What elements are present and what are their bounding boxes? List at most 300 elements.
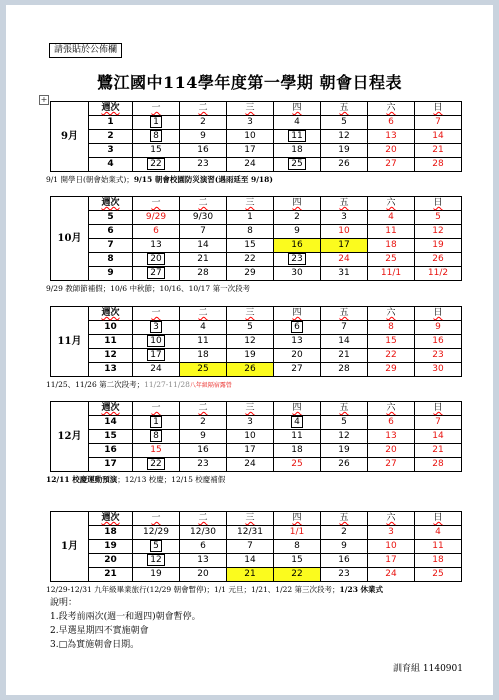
table-move-handle-icon[interactable]: + <box>40 95 48 104</box>
week-number: 19 <box>89 540 133 554</box>
date-number: 18 <box>385 240 397 250</box>
week-number: 2 <box>89 130 133 144</box>
date-cell <box>274 540 321 554</box>
week-row <box>51 116 462 130</box>
date-number: 19 <box>338 445 350 455</box>
month-label: 11月 <box>51 307 89 377</box>
note-segment: 9/15 朝會校園防災演習(遇雨延至 9/18) <box>133 175 273 184</box>
date-cell <box>415 335 462 349</box>
date-cell <box>415 458 462 472</box>
note-segment: 1/23 休業式 <box>339 585 384 594</box>
date-cell <box>133 253 180 267</box>
date-cell <box>321 239 368 253</box>
date-number: 11 <box>291 431 303 441</box>
month-label: 9月 <box>51 102 89 172</box>
date-number: 17 <box>385 555 397 565</box>
weekday-header: 五 <box>321 307 368 321</box>
date-number: 25 <box>197 364 209 374</box>
assembly-date: 17 <box>147 349 164 361</box>
date-cell <box>321 253 368 267</box>
weekday-header: 四 <box>274 512 321 526</box>
date-cell <box>227 416 274 430</box>
month-calendar-table <box>50 401 462 472</box>
date-number: 7 <box>341 322 347 332</box>
weekday-header: 五 <box>321 402 368 416</box>
date-cell <box>274 144 321 158</box>
date-number: 14 <box>432 431 444 441</box>
week-number: 5 <box>89 211 133 225</box>
date-number: 28 <box>338 364 350 374</box>
weekday-header: 五 <box>321 197 368 211</box>
assembly-date: 22 <box>147 158 164 170</box>
date-cell <box>274 225 321 239</box>
date-number: 13 <box>385 431 397 441</box>
assembly-date: 4 <box>291 416 303 428</box>
date-cell <box>274 253 321 267</box>
date-number: 6 <box>153 226 159 236</box>
date-number: 26 <box>244 364 256 374</box>
date-number: 26 <box>338 459 350 469</box>
date-number: 6 <box>388 417 394 427</box>
note-segment: 11/25、11/26 第二次段考； <box>46 380 145 389</box>
date-cell <box>274 335 321 349</box>
date-number: 2 <box>341 527 347 537</box>
weekday-header: 日 <box>415 402 462 416</box>
month-note <box>46 585 486 595</box>
date-number: 14 <box>197 240 209 250</box>
description-item: 1.段考前兩次(週一和週四)朝會暫停。 <box>50 612 201 622</box>
month-calendar-table <box>50 101 462 172</box>
date-cell <box>133 158 180 172</box>
week-number: 4 <box>89 158 133 172</box>
note-segment: 12/29-12/31 九年級畢業旅行(12/29 朝會暫停)；1/1 元旦；1/21、1/22 第三次段考； <box>46 585 340 594</box>
week-number: 8 <box>89 253 133 267</box>
date-cell <box>321 363 368 377</box>
month-calendar-table <box>50 306 462 377</box>
date-cell <box>133 540 180 554</box>
week-number: 3 <box>89 144 133 158</box>
week-header: 週次 <box>89 307 133 321</box>
week-row <box>51 540 462 554</box>
date-cell <box>368 458 415 472</box>
date-number: 12/31 <box>237 527 263 537</box>
date-cell <box>415 568 462 582</box>
assembly-date: 25 <box>288 158 305 170</box>
date-cell <box>180 526 227 540</box>
date-number: 25 <box>432 569 444 579</box>
date-cell <box>274 430 321 444</box>
week-row <box>51 144 462 158</box>
date-number: 1 <box>247 212 253 222</box>
weekday-header: 六 <box>368 402 415 416</box>
date-cell <box>133 349 180 363</box>
date-cell <box>415 430 462 444</box>
date-cell <box>227 116 274 130</box>
date-number: 23 <box>197 159 209 169</box>
week-row <box>51 239 462 253</box>
assembly-date: 22 <box>147 458 164 470</box>
week-row <box>51 444 462 458</box>
date-cell <box>415 363 462 377</box>
date-number: 4 <box>200 322 206 332</box>
date-number: 11/2 <box>427 268 449 278</box>
date-number: 30 <box>291 268 303 278</box>
date-number: 11 <box>385 226 397 236</box>
date-cell <box>321 321 368 335</box>
weekday-header: 二 <box>180 102 227 116</box>
date-cell <box>274 130 321 144</box>
date-number: 14 <box>244 555 256 565</box>
date-cell <box>227 444 274 458</box>
date-cell <box>274 526 321 540</box>
date-number: 24 <box>244 459 256 469</box>
date-cell <box>227 458 274 472</box>
note-segment: ；12/13 校慶；12/15 校慶補假 <box>117 475 226 484</box>
date-cell <box>274 444 321 458</box>
date-number: 15 <box>385 336 397 346</box>
date-number: 2 <box>200 117 206 127</box>
assembly-date: 8 <box>150 430 162 442</box>
assembly-date: 1 <box>150 116 162 128</box>
note-segment: 12/11 校慶運動預演 <box>46 475 118 484</box>
date-cell <box>227 158 274 172</box>
date-cell <box>321 144 368 158</box>
weekday-header: 三 <box>227 102 274 116</box>
date-number: 27 <box>385 459 397 469</box>
week-number: 15 <box>89 430 133 444</box>
date-cell <box>321 444 368 458</box>
week-row <box>51 225 462 239</box>
date-number: 2 <box>294 212 300 222</box>
week-row <box>51 363 462 377</box>
date-number: 9 <box>200 131 206 141</box>
assembly-date: 12 <box>147 554 164 566</box>
date-number: 5 <box>247 322 253 332</box>
weekday-header: 日 <box>415 307 462 321</box>
date-cell <box>415 554 462 568</box>
date-cell <box>227 526 274 540</box>
date-cell <box>180 554 227 568</box>
week-number: 17 <box>89 458 133 472</box>
month-note <box>46 475 486 485</box>
date-number: 12 <box>432 226 444 236</box>
month-calendar-table <box>50 196 462 281</box>
date-number: 16 <box>197 145 209 155</box>
date-number: 20 <box>291 350 303 360</box>
week-number: 13 <box>89 363 133 377</box>
date-cell <box>274 158 321 172</box>
date-cell <box>227 568 274 582</box>
date-cell <box>180 349 227 363</box>
weekday-header: 二 <box>180 512 227 526</box>
date-cell <box>227 211 274 225</box>
date-cell <box>133 130 180 144</box>
date-number: 6 <box>388 117 394 127</box>
date-number: 25 <box>385 254 397 264</box>
date-number: 9 <box>435 322 441 332</box>
date-cell <box>368 116 415 130</box>
date-number: 7 <box>247 541 253 551</box>
date-number: 3 <box>247 117 253 127</box>
date-cell <box>133 554 180 568</box>
date-cell <box>368 540 415 554</box>
weekday-header: 日 <box>415 197 462 211</box>
date-cell <box>180 430 227 444</box>
posting-notice-label: 請張貼於公佈欄 <box>49 43 122 58</box>
date-number: 20 <box>385 445 397 455</box>
weekday-header: 五 <box>321 512 368 526</box>
date-cell <box>180 116 227 130</box>
date-number: 26 <box>338 159 350 169</box>
date-cell <box>227 430 274 444</box>
date-cell <box>415 349 462 363</box>
date-number: 2 <box>200 417 206 427</box>
weekday-header: 一 <box>133 197 180 211</box>
date-number: 3 <box>388 527 394 537</box>
date-cell <box>321 130 368 144</box>
date-cell <box>227 239 274 253</box>
date-cell <box>227 144 274 158</box>
weekday-header: 四 <box>274 402 321 416</box>
month-block <box>50 401 462 472</box>
weekday-header: 一 <box>133 102 180 116</box>
date-number: 19 <box>150 569 162 579</box>
weekday-header: 六 <box>368 102 415 116</box>
date-number: 11 <box>197 336 209 346</box>
week-number: 20 <box>89 554 133 568</box>
week-number: 12 <box>89 349 133 363</box>
date-cell <box>415 144 462 158</box>
date-number: 9 <box>294 226 300 236</box>
date-number: 4 <box>388 212 394 222</box>
date-cell <box>321 526 368 540</box>
month-block <box>50 511 462 582</box>
date-number: 14 <box>432 131 444 141</box>
week-row <box>51 554 462 568</box>
date-cell <box>133 211 180 225</box>
week-row <box>51 335 462 349</box>
date-number: 23 <box>197 459 209 469</box>
date-number: 5 <box>341 417 347 427</box>
date-cell <box>321 349 368 363</box>
date-cell <box>227 349 274 363</box>
date-cell <box>274 267 321 281</box>
date-number: 8 <box>247 226 253 236</box>
date-cell <box>321 211 368 225</box>
date-number: 12 <box>244 336 256 346</box>
date-number: 7 <box>435 117 441 127</box>
weekday-header: 五 <box>321 102 368 116</box>
date-cell <box>368 158 415 172</box>
date-cell <box>368 321 415 335</box>
weekday-header: 四 <box>274 307 321 321</box>
assembly-date: 20 <box>147 253 164 265</box>
weekday-header: 二 <box>180 307 227 321</box>
date-cell <box>180 416 227 430</box>
assembly-date: 6 <box>291 321 303 333</box>
week-number: 10 <box>89 321 133 335</box>
assembly-date: 23 <box>288 253 305 265</box>
week-number: 9 <box>89 267 133 281</box>
description-item: 2.早選星期四不實施朝會 <box>50 626 149 636</box>
date-number: 27 <box>385 159 397 169</box>
weekday-header: 一 <box>133 512 180 526</box>
date-number: 8 <box>294 541 300 551</box>
date-number: 16 <box>338 555 350 565</box>
date-cell <box>415 225 462 239</box>
document-page <box>6 5 493 695</box>
date-number: 27 <box>291 364 303 374</box>
date-cell <box>133 458 180 472</box>
date-number: 4 <box>435 527 441 537</box>
week-row <box>51 416 462 430</box>
date-cell <box>321 267 368 281</box>
week-row <box>51 568 462 582</box>
date-cell <box>180 321 227 335</box>
date-cell <box>227 554 274 568</box>
date-cell <box>368 253 415 267</box>
note-segment: 11/27-11/28 <box>144 380 190 389</box>
date-number: 3 <box>247 417 253 427</box>
date-number: 12/29 <box>143 527 169 537</box>
date-cell <box>415 540 462 554</box>
date-number: 13 <box>291 336 303 346</box>
date-cell <box>321 458 368 472</box>
date-number: 21 <box>432 445 444 455</box>
week-row <box>51 321 462 335</box>
date-cell <box>415 116 462 130</box>
week-header: 週次 <box>89 102 133 116</box>
week-header: 週次 <box>89 512 133 526</box>
week-number: 6 <box>89 225 133 239</box>
weekday-header: 二 <box>180 402 227 416</box>
date-number: 20 <box>385 145 397 155</box>
date-number: 24 <box>244 159 256 169</box>
date-cell <box>321 430 368 444</box>
week-row <box>51 130 462 144</box>
date-number: 22 <box>244 254 256 264</box>
date-cell <box>368 225 415 239</box>
date-number: 29 <box>385 364 397 374</box>
date-number: 17 <box>338 240 350 250</box>
weekday-header: 六 <box>368 307 415 321</box>
date-cell <box>274 554 321 568</box>
date-cell <box>180 130 227 144</box>
date-number: 28 <box>432 459 444 469</box>
page-title: 鷺江國中114學年度第一學期 朝會日程表 <box>97 73 402 92</box>
date-cell <box>180 239 227 253</box>
month-block <box>50 101 462 172</box>
date-cell <box>415 158 462 172</box>
week-header: 週次 <box>89 197 133 211</box>
date-number: 7 <box>200 226 206 236</box>
date-cell <box>180 540 227 554</box>
date-number: 5 <box>341 117 347 127</box>
date-cell <box>415 267 462 281</box>
date-cell <box>227 321 274 335</box>
date-cell <box>274 211 321 225</box>
month-note <box>46 284 486 294</box>
date-number: 11/1 <box>380 268 402 278</box>
date-number: 14 <box>338 336 350 346</box>
date-number: 19 <box>432 240 444 250</box>
date-number: 24 <box>385 569 397 579</box>
weekday-header: 四 <box>274 197 321 211</box>
date-cell <box>133 444 180 458</box>
date-number: 5 <box>435 212 441 222</box>
date-cell <box>415 211 462 225</box>
weekday-header: 六 <box>368 197 415 211</box>
date-cell <box>368 526 415 540</box>
week-number: 18 <box>89 526 133 540</box>
weekday-header: 日 <box>415 512 462 526</box>
date-cell <box>180 267 227 281</box>
date-number: 10 <box>338 226 350 236</box>
month-label: 10月 <box>51 197 89 281</box>
date-cell <box>415 416 462 430</box>
assembly-date: 10 <box>147 335 164 347</box>
date-number: 21 <box>197 254 209 264</box>
date-cell <box>415 239 462 253</box>
assembly-date: 11 <box>288 130 305 142</box>
week-row <box>51 211 462 225</box>
weekday-header: 三 <box>227 402 274 416</box>
date-cell <box>180 335 227 349</box>
date-cell <box>368 430 415 444</box>
date-number: 28 <box>197 268 209 278</box>
date-cell <box>274 416 321 430</box>
date-number: 15 <box>150 445 162 455</box>
date-number: 24 <box>338 254 350 264</box>
date-cell <box>227 335 274 349</box>
week-row <box>51 458 462 472</box>
week-row <box>51 158 462 172</box>
month-note <box>46 380 486 391</box>
date-number: 10 <box>244 131 256 141</box>
note-segment: 9/1 開學日(朝會始業式)； <box>46 175 134 184</box>
date-number: 13 <box>197 555 209 565</box>
date-cell <box>321 416 368 430</box>
date-number: 29 <box>244 268 256 278</box>
date-cell <box>227 225 274 239</box>
date-number: 15 <box>244 240 256 250</box>
date-cell <box>274 321 321 335</box>
weekday-header: 一 <box>133 307 180 321</box>
date-cell <box>321 568 368 582</box>
weekday-header: 日 <box>415 102 462 116</box>
date-number: 17 <box>244 145 256 155</box>
week-number: 11 <box>89 335 133 349</box>
date-number: 15 <box>291 555 303 565</box>
date-cell <box>415 321 462 335</box>
date-cell <box>368 267 415 281</box>
date-number: 22 <box>291 569 303 579</box>
date-number: 22 <box>385 350 397 360</box>
date-number: 28 <box>432 159 444 169</box>
date-number: 7 <box>435 417 441 427</box>
date-number: 13 <box>385 131 397 141</box>
date-cell <box>274 568 321 582</box>
date-cell <box>180 158 227 172</box>
weekday-header: 一 <box>133 402 180 416</box>
date-cell <box>415 253 462 267</box>
date-cell <box>133 430 180 444</box>
assembly-date: 1 <box>150 416 162 428</box>
date-number: 6 <box>200 541 206 551</box>
date-cell <box>368 349 415 363</box>
week-header: 週次 <box>89 402 133 416</box>
description-block <box>50 596 201 652</box>
